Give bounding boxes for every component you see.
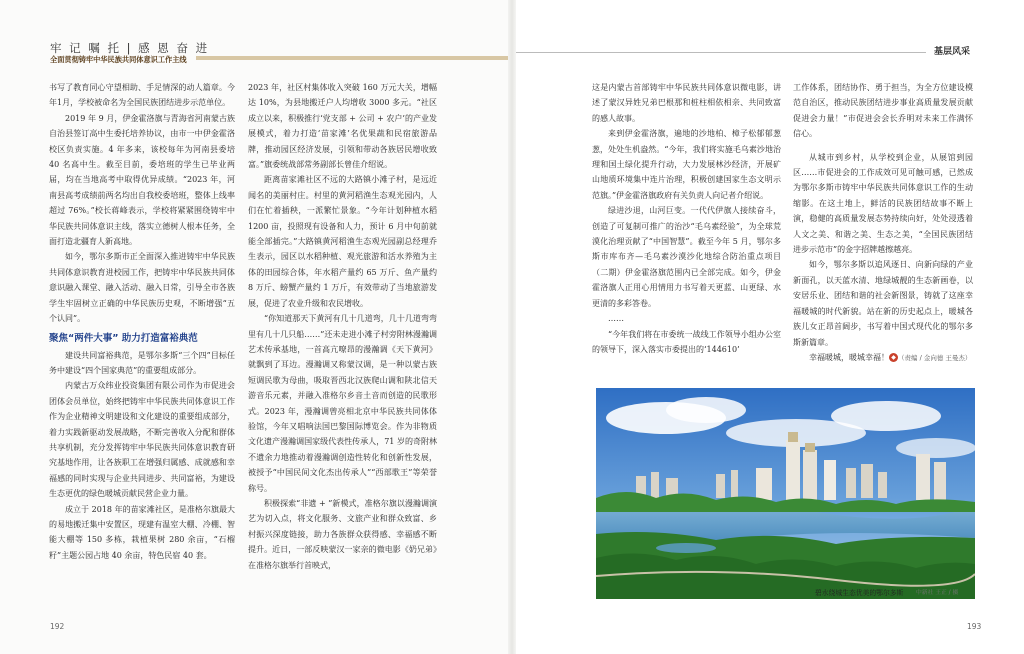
article-column-3 [592, 80, 781, 357]
paragraph: 距离苗家滩社区不远的大路镇小滩子村，是远近闻名的美丽村庄。村里的黄河稻渔生态观光园内，人们在忙着插秧，一派繁忙景象。“今年计划种植水稻 1200 亩，投照现有设备和人力，预计 6 月中旬前就能全部插完。”大路镇黄河稻渔生态观光园副总经理乔生表示，园区以水稻种植、观光旅游和活水养殖为主体的田园综合体，年水稻产量约 65 万斤、鱼产量约 8 万斤、螃蟹产量约 1 万斤，有效带动了当地旅游发展，促进了农业升级和农民增收。 [248, 175, 437, 308]
city-photo-illustration [596, 388, 975, 599]
paragraph: 2023 年，社区村集体收入突破 160 万元大关，增幅达 10%，为县地搬迁户人均增收 3000 多元。“社区成立以来，积极推行‘党支部 + 公司 + 农户’的产业发展模式，着力打造‘苗家滩’名优果蔬和民宿旅游品牌，推动园区经济发展，引领和带动各族居民增收致富。”旗委统战部常务副部长曾佳介绍说。 [248, 83, 437, 170]
paragraph: 内蒙古万众纬业投资集团有限公司作为市促进会团体会员单位，始终把铸牢中华民族共同体意识工作作为企业精神文明建设和文化建设的重要组成部分，着力实践新驱动发展战略，不断完善收入分配和群体共享机制，充分发挥铸牢中华民族共同体意识教育研究基地作用，让各族职工在增强归属感、成就感和幸福感的同时实现与企业共同进步、共同富裕，为建设生态更优的绿色暖城贡献民营企业力量。 [49, 381, 235, 499]
cloud [831, 401, 941, 431]
paragraph: 成立于 2018 年的苗家滩社区，是准格尔旗最大的易地搬迁集中安置区，现建有温室大棚、冷棚、智能大棚等 150 多栋，栽植果树 280 余亩，“石榴籽”主题公园占地 40 余亩，特色民宿 40 套。 [49, 504, 235, 560]
cloud [896, 438, 975, 458]
paragraph: 建设共同富裕典范，是鄂尔多斯“三个四”目标任务中建设“四个国家典范”的重要组成部分。 [49, 350, 235, 375]
section-tag: 基层风采 [934, 47, 971, 57]
article-column-2 [248, 80, 437, 573]
paragraph: 从城市到乡村，从学校到企业，从展馆到园区……市促进会的工作成效可见可触可感，已然成为鄂尔多斯市铸牢中华民族共同体意识工作的生动缩影。在这土地上，鲜活的民族团结故事不断上演，稳健的高质量发展态势持续向好，处处浸透着人文之美、和谐之美、生态之美，“全国民族团结进步示范市”的金字招牌越擦越亮。 [793, 152, 973, 255]
signoff-line [793, 350, 973, 366]
header-title: 牢 记 嘱 托 | 感 恩 奋 进 [50, 41, 210, 55]
header-subtitle: 全面贯彻铸牢中华民族共同体意识工作主线 [50, 55, 187, 64]
paragraph: “你知道那天下黄河有几十几道弯，几十几道弯弯里有几十几只船……”还未走进小滩子村旁附林漫瀚调艺术传承基地，一首高亢嘹昂的漫瀚调《天下黄河》就飘到了耳边。漫瀚调又称蒙汉调，是一种以蒙古族短调民歌为母曲，吸取晋西北汉族爬山调和陕北信天游音乐元素，并融入准格尔乡音土音而创造的民歌形式。2023 年，漫瀚调曾亮相北京中华民族共同体体验馆，今年又唱响法国巴黎国际博览会。作为非物质文化遗产漫瀚调国家级代表性传承人，71 岁的奇附林不遗余力地推动着漫瀚调创造性转化和创新性发展，被授予“中国民间文化杰出传承人”“西部歌王”等荣誉称号。 [248, 314, 437, 493]
cloud [666, 397, 746, 423]
article-column-1 [49, 80, 235, 563]
pond [656, 543, 716, 553]
paragraph: 积极探索“非遗 + ”新模式，准格尔旗以漫瀚调演艺为切入点，将文化服务、文旅产业和群众致富、乡村振兴深度链接，助力各族群众获得感、幸福感不断提升。近日，一部反映蒙汉一家亲的微电影《奶兄弟》在准格尔旗举行首映式， [248, 498, 437, 570]
page-number-left: 192 [50, 622, 65, 631]
header-rule-right [516, 52, 926, 53]
signoff-text: 幸福暖城，暖城幸福！ [809, 352, 889, 362]
page-gutter [508, 0, 516, 654]
photo-caption: 碧水绕城生态优美的鄂尔多斯 [815, 589, 904, 597]
paragraph: 来到伊金霍洛旗，遍地的沙地柏、樟子松郁郁葱葱，处处生机盎然。“今年，我们将实施毛乌素沙地治理和国土绿化提升行动，大力发展林沙经济，开展矿山地质环境集中连片治理，积极创建国家生态文明示范旗。”伊金霍洛旗政府有关负责人向记者介绍说。 [592, 129, 781, 200]
paragraph: 书写了教育同心守望相助、手足情深的动人篇章。今年1月，学校被命名为全国民族团结进步示范单位。 [49, 83, 235, 108]
article-column-4 [793, 80, 973, 366]
editor-byline: （责编 / 金向德 王曼杰） [898, 353, 972, 362]
header-rule [196, 56, 508, 60]
paragraph: 这是内蒙古首部铸牢中华民族共同体意识微电影，讲述了蒙汉异姓兄弟巴根那和桩柱相依相亲、共同致富的感人故事。 [592, 83, 781, 123]
end-mark-icon: ◆ [889, 353, 898, 362]
section-heading: 聚焦“两件大事” 助力打造富裕典范 [49, 332, 198, 344]
paragraph: 2019 年 9 月，伊金霍洛旗与青海省河南蒙古族自治县签订高中生委托培养协议，由市一中伊金霍洛校区负责实施。4 年多来，该校每年为河南县委培 40 名高中生。截至目前，委培班的学生已毕业两届，均在当地高考中取得优异成绩。“2023 年，河南县高考成绩前两名均出自我校委培班，整体上线率超过 76%。”校长蒋峰表示，学校将紧紧围绕铸牢中华民族共同体意识主线，落实立德树人根本任务，全面打造北疆育人新高地。 [49, 113, 235, 247]
paragraph: 如今，鄂尔多斯市正全面深入推进铸牢中华民族共同体意识教育进校园工作，把铸牢中华民族共同体意识融入课堂、融入活动、融入日常，引导全市各族学生牢固树立正确的中华民族历史观，不断增强“五个认同”。 [49, 252, 235, 324]
paragraph: 工作体系，团结协作、勇于担当，为全方位建设模范自治区，推动民族团结进步事业高质量发展贡献促进会力量！”市促进会会长乔明对未来工作满怀信心。 [793, 83, 973, 139]
photo-credit: 中新社 王正 / 摄 [916, 590, 959, 596]
ellipsis-text: …… [608, 314, 624, 324]
paragraph: 如今，鄂尔多斯以追风逐日、向新向绿的产业新面孔，以天蓝水清、地绿城靓的生态新画卷，以安居乐业、团结和谐的社会新图景，铸就了这座幸福暖城的时代新貌。站在新的历史起点上，暖城各族儿女正昂首阔步，书写着中国式现代化的鄂尔多斯新篇章。 [793, 260, 973, 347]
city-photo [596, 388, 975, 599]
paragraph: “今年我们将在市委统一战线工作领导小组办公室的领导下，深入落实市委提出的‘144610’ [592, 329, 781, 354]
page-number-right: 193 [967, 622, 982, 631]
paragraph: 绿进沙退，山河巨变。一代代伊旗人接续奋斗，创造了可复制可推广的治沙“毛乌素经验”，为全球荒漠化治理贡献了“中国智慧”。截至今年 5 月，鄂尔多斯市库布齐—毛乌素沙漠沙化地综合防治重点项目（二期）伊金霍洛旗范围内已全部完成。如今，伊金霍洛旗人正用心用情用力书写着天更蓝、山更绿、水更清的多彩答卷。 [592, 206, 781, 308]
